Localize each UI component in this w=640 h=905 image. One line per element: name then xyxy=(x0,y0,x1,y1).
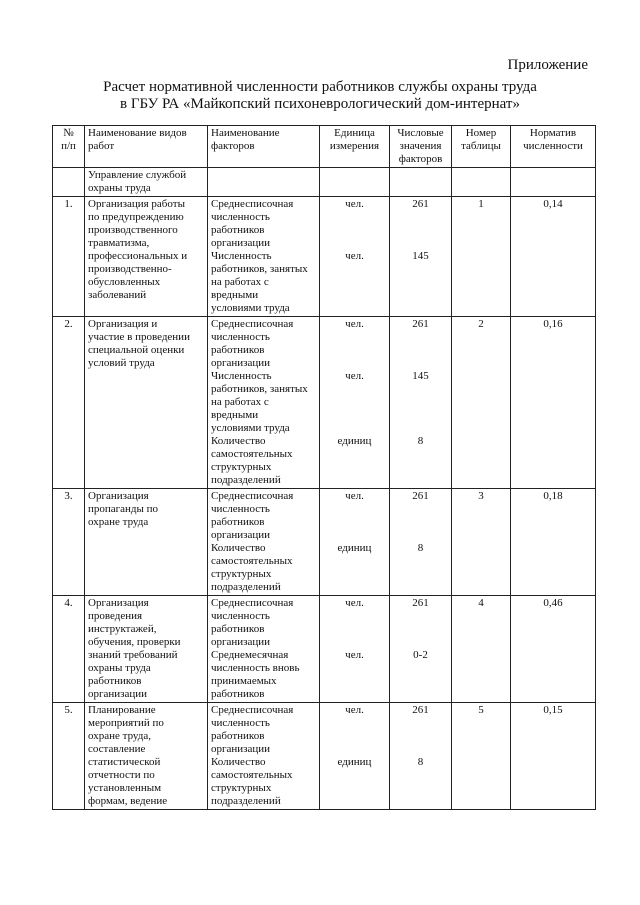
factor-line: численность вновь xyxy=(211,662,300,674)
factor-unit: чел. xyxy=(345,250,364,262)
title-line-2: в ГБУ РА «Майкопский психоневрологический дом-интернат» xyxy=(120,96,520,112)
header-factors-line: Наименование xyxy=(211,127,280,139)
work-name-line: организации xyxy=(88,688,148,700)
factor-line: самостоятельных xyxy=(211,769,293,781)
row-num: 3. xyxy=(53,489,85,596)
work-name-line: производственно- xyxy=(88,263,172,275)
row-table-no: 2 xyxy=(452,317,511,489)
factor-value: 261 xyxy=(412,597,429,609)
factor-line: численность xyxy=(211,331,270,343)
header-num xyxy=(53,126,85,168)
factor-line: организации xyxy=(211,357,271,369)
header-work-line: Наименование видов xyxy=(88,127,187,139)
factor-line: Среднесписочная xyxy=(211,704,294,716)
factor-unit: чел. xyxy=(345,318,364,330)
header-num-line: № xyxy=(63,127,74,139)
work-name-line: Организация работы xyxy=(88,198,185,210)
factor-line: структурных xyxy=(211,461,272,473)
factor-block xyxy=(211,435,316,487)
header-table-no-line: таблицы xyxy=(461,140,501,152)
header-work xyxy=(85,126,208,168)
section-empty-values xyxy=(390,168,452,197)
row-num: 5. xyxy=(53,703,85,810)
factor-block xyxy=(211,756,316,808)
row-norm: 0,18 xyxy=(511,489,596,596)
section-title-line: Управление службой xyxy=(88,169,187,181)
factor-line: работников xyxy=(211,224,265,236)
factor-line: работников xyxy=(211,730,265,742)
work-name-line: установленным xyxy=(88,782,162,794)
work-name-line: профессиональных и xyxy=(88,250,188,262)
factor-block xyxy=(211,250,316,315)
factor-unit: чел. xyxy=(345,370,364,382)
row-values xyxy=(390,317,452,489)
work-name-line: охране труда, xyxy=(88,730,151,742)
factor-line: численность xyxy=(211,717,270,729)
header-norm-line: Норматив xyxy=(529,127,577,139)
factor-block xyxy=(211,597,316,649)
header-unit-line: Единица xyxy=(334,127,375,139)
table-row xyxy=(53,596,596,703)
factor-value: 145 xyxy=(412,250,429,262)
factor-line: структурных xyxy=(211,782,272,794)
factor-line: численность xyxy=(211,610,270,622)
work-name-line: знаний требований xyxy=(88,649,178,661)
factor-line: организации xyxy=(211,529,271,541)
row-factors xyxy=(208,596,320,703)
factor-line: самостоятельных xyxy=(211,448,293,460)
row-units xyxy=(320,489,390,596)
factor-line: подразделений xyxy=(211,581,281,593)
factor-value: 0-2 xyxy=(413,649,428,661)
header-unit-line: измерения xyxy=(329,140,380,152)
section-num xyxy=(53,168,85,197)
factor-block xyxy=(211,704,316,756)
work-name-line: обучения, проверки xyxy=(88,636,181,648)
row-units xyxy=(320,703,390,810)
row-work-name xyxy=(85,197,208,317)
header-values-line: Числовые xyxy=(397,127,444,139)
row-num: 4. xyxy=(53,596,85,703)
work-name-line: формам, ведение xyxy=(88,795,168,807)
row-values xyxy=(390,197,452,317)
row-units xyxy=(320,197,390,317)
row-num: 1. xyxy=(53,197,85,317)
factor-unit: чел. xyxy=(345,597,364,609)
factor-line: численность xyxy=(211,503,270,515)
row-factors xyxy=(208,197,320,317)
work-name-line: охране труда xyxy=(88,516,149,528)
factor-unit: единиц xyxy=(337,435,372,447)
factor-line: Численность xyxy=(211,250,272,262)
header-factors-line: факторов xyxy=(211,140,255,152)
table-row xyxy=(53,317,596,489)
factor-unit: чел. xyxy=(345,198,364,210)
header-num-line: п/п xyxy=(61,140,76,152)
work-name-line: пропаганды по xyxy=(88,503,159,515)
work-name-line: Организация xyxy=(88,597,149,609)
factor-line: Среднесписочная xyxy=(211,198,294,210)
factor-line: работников, занятых xyxy=(211,383,308,395)
table-row xyxy=(53,489,596,596)
row-norm: 0,16 xyxy=(511,317,596,489)
factor-unit: чел. xyxy=(345,649,364,661)
work-name-line: травматизма, xyxy=(88,237,150,249)
work-name-line: участие в проведении xyxy=(88,331,190,343)
row-norm: 0,15 xyxy=(511,703,596,810)
row-norm: 0,14 xyxy=(511,197,596,317)
work-name-line: охраны труда xyxy=(88,662,151,674)
factor-line: самостоятельных xyxy=(211,555,293,567)
header-values xyxy=(390,126,452,168)
table-row xyxy=(53,197,596,317)
factor-unit: единиц xyxy=(337,756,372,768)
factor-block xyxy=(211,490,316,542)
factor-line: Количество xyxy=(211,542,266,554)
factor-line: Численность xyxy=(211,370,272,382)
factor-line: Среднесписочная xyxy=(211,318,294,330)
row-num: 2. xyxy=(53,317,85,489)
factor-line: условиями труда xyxy=(211,302,290,314)
header-values-line: факторов xyxy=(398,153,443,165)
factor-value: 8 xyxy=(417,756,424,768)
factor-line: вредными xyxy=(211,409,259,421)
header-values-line: значения xyxy=(399,140,442,152)
work-name-line: отчетности по xyxy=(88,769,155,781)
factor-value: 261 xyxy=(412,490,429,502)
factor-line: работников, занятых xyxy=(211,263,308,275)
work-name-line: производственного xyxy=(88,224,178,236)
factor-value: 261 xyxy=(412,318,429,330)
row-norm: 0,46 xyxy=(511,596,596,703)
work-name-line: Организация xyxy=(88,490,149,502)
row-work-name xyxy=(85,489,208,596)
staffing-table xyxy=(52,125,596,810)
factor-line: численность xyxy=(211,211,270,223)
work-name-line: Планирование xyxy=(88,704,156,716)
factor-line: работников xyxy=(211,344,265,356)
factor-line: подразделений xyxy=(211,795,281,807)
work-name-line: условий труда xyxy=(88,357,155,369)
section-empty-norm xyxy=(511,168,596,197)
table-header-row xyxy=(53,126,596,168)
factor-value: 8 xyxy=(417,435,424,447)
factor-line: организации xyxy=(211,636,271,648)
work-name-line: заболеваний xyxy=(88,289,147,301)
row-factors xyxy=(208,489,320,596)
row-table-no: 4 xyxy=(452,596,511,703)
work-name-line: специальной оценки xyxy=(88,344,185,356)
factor-line: на работах с xyxy=(211,276,269,288)
factor-line: организации xyxy=(211,237,271,249)
row-values xyxy=(390,703,452,810)
row-work-name xyxy=(85,596,208,703)
row-factors xyxy=(208,317,320,489)
section-title-line: охраны труда xyxy=(88,182,151,194)
work-name-line: проведения xyxy=(88,610,143,622)
factor-line: работников xyxy=(211,688,265,700)
section-empty-table xyxy=(452,168,511,197)
document-title xyxy=(0,79,640,113)
factor-line: Количество xyxy=(211,756,266,768)
factor-value: 8 xyxy=(417,542,424,554)
row-work-name xyxy=(85,317,208,489)
factor-value: 145 xyxy=(412,370,429,382)
factor-line: Среднемесячная xyxy=(211,649,289,661)
factor-line: работников xyxy=(211,516,265,528)
work-name-line: работников xyxy=(88,675,142,687)
row-values xyxy=(390,489,452,596)
row-units xyxy=(320,596,390,703)
section-row xyxy=(53,168,596,197)
header-table-no xyxy=(452,126,511,168)
factor-line: условиями труда xyxy=(211,422,290,434)
factor-line: на работах с xyxy=(211,396,269,408)
factor-line: принимаемых xyxy=(211,675,277,687)
factor-unit: единиц xyxy=(337,542,372,554)
row-table-no: 3 xyxy=(452,489,511,596)
row-table-no: 5 xyxy=(452,703,511,810)
section-empty-unit xyxy=(320,168,390,197)
work-name-line: мероприятий по xyxy=(88,717,164,729)
factor-unit: чел. xyxy=(345,490,364,502)
row-work-name xyxy=(85,703,208,810)
factor-block xyxy=(211,370,316,435)
factor-block xyxy=(211,318,316,370)
appendix-label: Приложение xyxy=(507,57,588,73)
work-name-line: Организация и xyxy=(88,318,158,330)
table-row xyxy=(53,703,596,810)
header-factors xyxy=(208,126,320,168)
header-norm-line: численности xyxy=(523,140,583,152)
factor-value: 261 xyxy=(412,198,429,210)
factor-line: организации xyxy=(211,743,271,755)
factor-block xyxy=(211,649,316,701)
factor-line: Количество xyxy=(211,435,266,447)
factor-value: 261 xyxy=(412,704,429,716)
row-table-no: 1 xyxy=(452,197,511,317)
factor-line: структурных xyxy=(211,568,272,580)
factor-block xyxy=(211,198,316,250)
header-work-line: работ xyxy=(88,140,115,152)
section-empty-factors xyxy=(208,168,320,197)
work-name-line: по предупреждению xyxy=(88,211,184,223)
row-values xyxy=(390,596,452,703)
factor-line: вредными xyxy=(211,289,259,301)
work-name-line: составление xyxy=(88,743,146,755)
work-name-line: инструктажей, xyxy=(88,623,157,635)
header-table-no-line: Номер xyxy=(465,127,497,139)
row-units xyxy=(320,317,390,489)
row-factors xyxy=(208,703,320,810)
work-name-line: статистической xyxy=(88,756,161,768)
header-unit xyxy=(320,126,390,168)
factor-line: Среднесписочная xyxy=(211,597,294,609)
factor-line: работников xyxy=(211,623,265,635)
work-name-line: обусловленных xyxy=(88,276,161,288)
factor-block xyxy=(211,542,316,594)
title-line-1: Расчет нормативной численности работников службы охраны труда xyxy=(103,79,537,95)
factor-line: подразделений xyxy=(211,474,281,486)
factor-unit: чел. xyxy=(345,704,364,716)
factor-line: Среднесписочная xyxy=(211,490,294,502)
section-title xyxy=(85,168,208,197)
header-norm xyxy=(511,126,596,168)
